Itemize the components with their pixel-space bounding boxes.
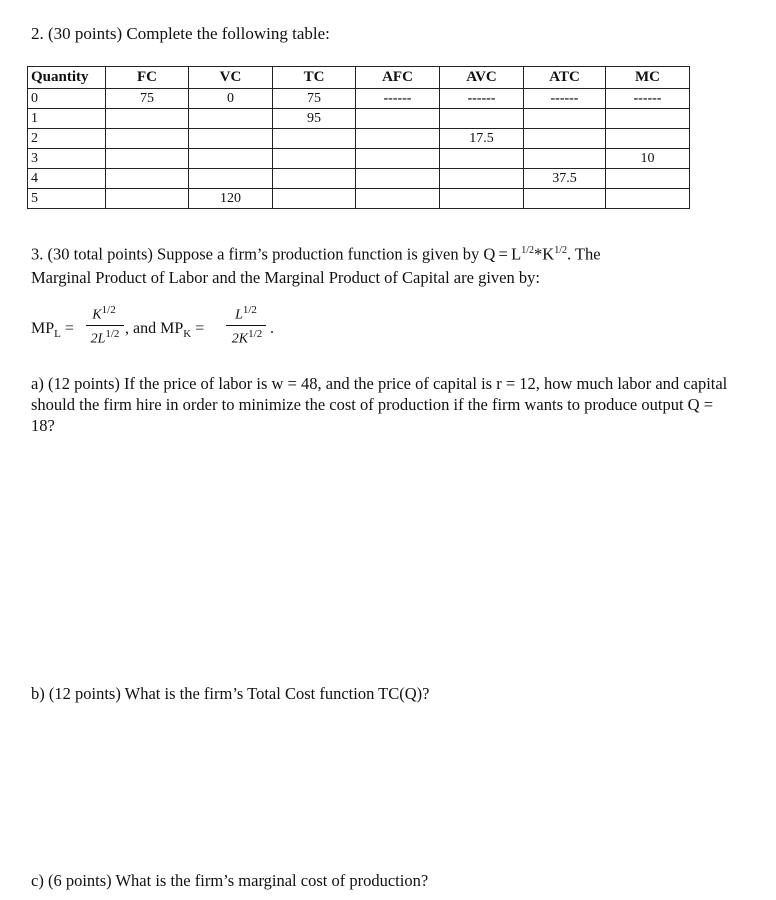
table-cell-atc: 37.5 — [524, 169, 606, 189]
table-cell-atc — [524, 129, 606, 149]
table-cell-tc — [273, 129, 356, 149]
table-cell-fc — [106, 109, 189, 129]
table-header-row — [28, 67, 690, 89]
intro-line2: Marginal Product of Labor and the Marginal Product of Capital are given by: — [31, 267, 540, 287]
mpl-label — [31, 320, 74, 340]
table-cell-afc — [356, 149, 440, 169]
table-cell-afc — [356, 129, 440, 149]
intro-exp1: 1/2 — [521, 245, 535, 256]
table-cell-quantity: 4 — [28, 169, 106, 189]
table-cell-mc — [606, 129, 690, 149]
header-fc: FC — [106, 67, 189, 89]
mpk-label — [125, 320, 204, 340]
cost-table — [27, 66, 690, 209]
header-atc: ATC — [524, 67, 606, 89]
table-cell-fc — [106, 149, 189, 169]
table-cell-afc — [356, 169, 440, 189]
table-cell-avc: ------ — [440, 89, 524, 109]
mpl-numerator: $K^{1/2}$ — [92, 304, 116, 323]
part-c: c) (6 points) What is the firm’s marginal cost of production? — [31, 871, 429, 890]
intro-line1-pre: 3. (30 total points) Suppose a firm’s production function is given by Q = L — [31, 244, 522, 264]
and-text: , and — [125, 320, 157, 337]
table-cell-avc — [440, 169, 524, 189]
table-cell-vc: 0 — [189, 89, 273, 109]
table-cell-fc — [106, 189, 189, 209]
header-vc: VC — [189, 67, 273, 89]
table-cell-vc — [189, 149, 273, 169]
table-cell-quantity: 3 — [28, 149, 106, 169]
table-cell-mc: ------ — [606, 89, 690, 109]
header-afc: AFC — [356, 67, 440, 89]
table-cell-quantity: 1 — [28, 109, 106, 129]
table-cell-mc — [606, 189, 690, 209]
mpl-eq: = — [64, 320, 74, 337]
intro-exp2: 1/2 — [554, 245, 567, 256]
table-cell-fc — [106, 169, 189, 189]
table-cell-tc — [273, 149, 356, 169]
mpk-eq: = — [195, 320, 205, 337]
table-cell-quantity: 5 — [28, 189, 106, 209]
table-cell-vc — [189, 129, 273, 149]
header-tc: TC — [273, 67, 356, 89]
table-row — [28, 129, 690, 149]
table-row — [28, 149, 690, 169]
table-row — [28, 189, 690, 209]
mpk-text: MP — [160, 320, 184, 337]
table-cell-avc — [440, 189, 524, 209]
table-cell-quantity: 2 — [28, 129, 106, 149]
table-cell-quantity: 0 — [28, 89, 106, 109]
table-cell-atc — [524, 149, 606, 169]
table-cell-atc — [524, 189, 606, 209]
table-cell-afc — [356, 189, 440, 209]
mpk-numerator: $L^{1/2}$ — [235, 304, 257, 323]
table-cell-avc — [440, 149, 524, 169]
table-cell-atc: ------ — [524, 89, 606, 109]
part-b: b) (12 points) What is the firm’s Total Cost function TC(Q)? — [31, 684, 430, 703]
header-avc: AVC — [440, 67, 524, 89]
table-row — [28, 109, 690, 129]
mpk-sub: K — [183, 328, 192, 341]
formula-period: . — [270, 320, 274, 337]
part-a: a) (12 points) If the price of labor is w = 48, and the price of capital is r = 12, how much labor and capital should the firm hire in order to minimize the cost of production if the firm wants to produce output Q = 18? — [31, 374, 728, 435]
table-cell-atc — [524, 109, 606, 129]
table-cell-fc — [106, 129, 189, 149]
table-cell-tc: 75 — [273, 89, 356, 109]
table-cell-vc — [189, 109, 273, 129]
intro-line1-post: . The — [566, 244, 601, 264]
table-cell-avc: 17.5 — [440, 129, 524, 149]
table-row — [28, 169, 690, 189]
mpl-fraction-bar — [86, 325, 124, 326]
mpk-fraction-bar — [226, 325, 266, 326]
table-cell-vc: 120 — [189, 189, 273, 209]
table-cell-tc: 95 — [273, 109, 356, 129]
table-cell-avc — [440, 109, 524, 129]
header-mc: MC — [606, 67, 690, 89]
table-cell-mc: 10 — [606, 149, 690, 169]
mpl-text: MP — [31, 320, 55, 337]
table-row — [28, 89, 690, 109]
table-cell-afc — [356, 109, 440, 129]
header-quantity: Quantity — [28, 67, 106, 89]
mpl-sub: L — [54, 328, 61, 341]
table-cell-vc — [189, 169, 273, 189]
table-cell-mc — [606, 109, 690, 129]
table-cell-fc: 75 — [106, 89, 189, 109]
mpl-denominator: $2L^{1/2}$ — [90, 328, 120, 347]
table-cell-afc: ------ — [356, 89, 440, 109]
table-cell-tc — [273, 189, 356, 209]
mpk-denominator: $2K^{1/2}$ — [231, 328, 263, 347]
question-2-title: 2. (30 points) Complete the following table: — [31, 24, 330, 43]
table-cell-tc — [273, 169, 356, 189]
question-3-intro — [31, 239, 751, 289]
table-cell-mc — [606, 169, 690, 189]
intro-mid: *K — [534, 244, 555, 264]
